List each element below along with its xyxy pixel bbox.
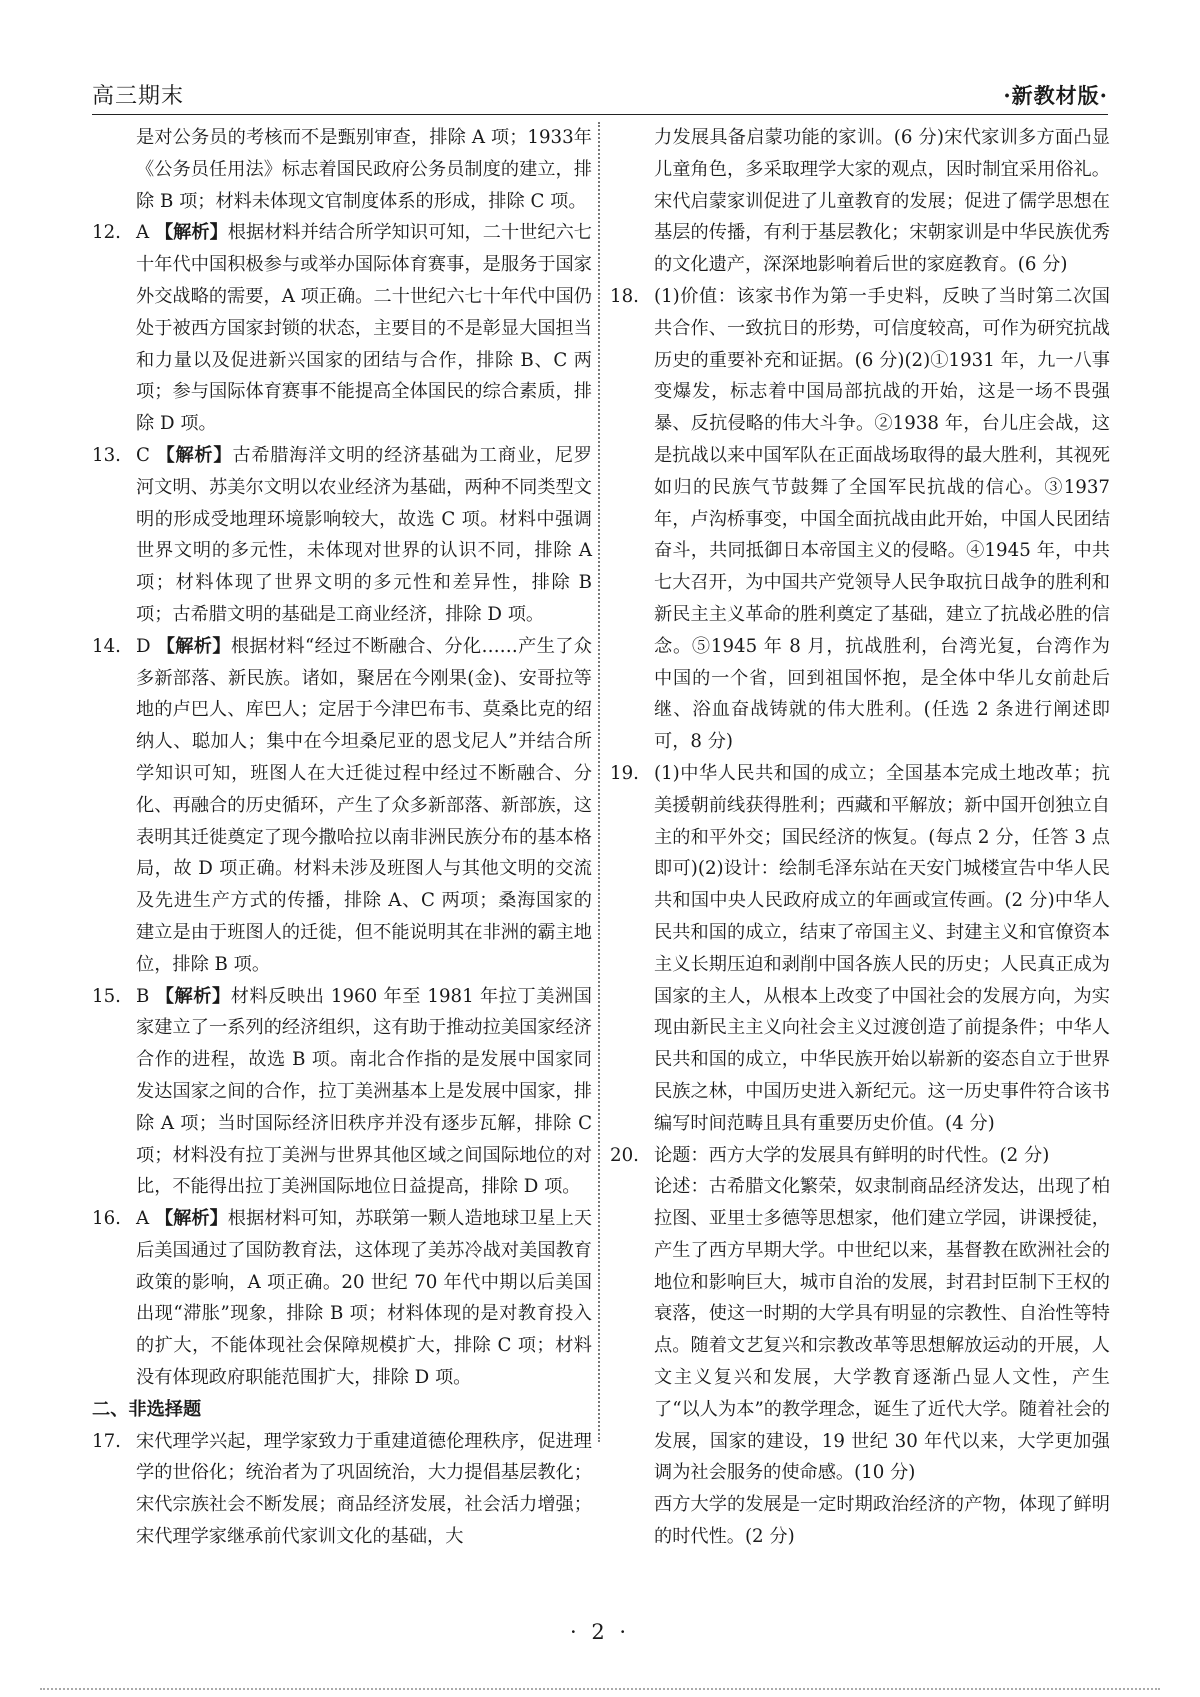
- continuation-paragraph: 力发展具备启蒙功能的家训。(6 分)宋代家训多方面凸显儿童角色，多采取理学大家的观点，因时制宜采用俗礼。宋代启蒙家训促进了儿童教育的发展；促进了儒学思想在基层的传播，有利于基层教化；宋朝家训是中华民族优秀的文化遗产，深深地影响着后世的家庭教育。(6 分): [654, 127, 1110, 276]
- answer-text: 论题：西方大学的发展具有鲜明的时代性。(2 分): [654, 1144, 1050, 1166]
- argument-paragraph: 论述：古希腊文化繁荣，奴隶制商品经济发达，出现了柏拉图、亚里士多德等思想家，他们建立学园，讲课授徒，产生了西方早期大学。中世纪以来，基督教在欧洲社会的地位和影响巨大，城市自治的发展，封君封臣制下王权的衰落，使这一时期的大学具有明显的宗教性、自治性等特点。随着文艺复兴和宗教改革等思想解放运动的开展，人文主义复兴和发展，大学教育逐渐凸显人文性，产生了“以人为本”的教学理念，诞生了近代大学。随着社会的发展，国家的建设，19 世纪 30 年代以来，大学更加强调为社会服务的使命感。(10 分): [654, 1176, 1110, 1484]
- page-number: · 2 ·: [569, 1620, 631, 1644]
- right-column: [610, 122, 1110, 1553]
- analysis-text: 根据材料“经过不断融合、分化……产生了众多新部落、新民族。诸如，聚居在今刚果(金)、安哥拉等地的卢巴人、库巴人；定居于今津巴布韦、莫桑比克的绍纳人、聪加人；集中在今坦桑尼亚的恩戈尼人”并结合所学知识可知，班图人在大迁徙过程中经过不断融合、分化、再融合的历史循环，产生了众多新部落、新部族，这表明其迁徙奠定了现今撒哈拉以南非洲民族分布的基本格局，故 D 项正确。材料未涉及班图人与其他文明的交流及先进生产方式的传播，排除 A、C 两项；桑海国家的建立是由于班图人的迁徙，但不能说明其在非洲的霸主地位，排除 B 项。: [136, 635, 592, 975]
- item-number: 18.: [610, 285, 639, 307]
- answer-item-17: [92, 1426, 592, 1553]
- item-number: 12.: [92, 222, 121, 244]
- continuation-paragraph: 是对公务员的考核而不是甄别审查，排除 A 项；1933年《公务员任用法》标志着国民政府公务员制度的建立，排除 B 项；材料未体现文官制度体系的形成，排除 C 项。: [136, 127, 592, 212]
- analysis-tag: 【解析】: [155, 985, 231, 1007]
- analysis-tag: 【解析】: [156, 635, 231, 657]
- answer-item-13: [92, 440, 592, 631]
- header-title: 高三期末: [92, 84, 185, 109]
- analysis-tag: 【解析】: [156, 444, 233, 466]
- answer-item-19: [610, 758, 1110, 1140]
- answer-item-15: [92, 981, 592, 1204]
- answer-item-12: [92, 217, 592, 440]
- analysis-tag: 【解析】: [154, 1208, 228, 1230]
- item-number: 19.: [610, 762, 639, 784]
- answer-letter: D: [136, 635, 151, 657]
- item-number: 14.: [92, 635, 121, 657]
- item-number: 13.: [92, 444, 121, 466]
- answer-item-14: [92, 631, 592, 981]
- analysis-tag: 【解析】: [154, 222, 228, 244]
- analysis-text: 根据材料可知，苏联第一颗人造地球卫星上天后美国通过了国防教育法，这体现了美苏冷战对美国教育政策的影响，A 项正确。20 世纪 70 年代中期以后美国出现“滞胀”现象，排除 B 项；材料体现的是对教育投入的扩大，不能体现社会保障规模扩大，排除 C 项；材料没有体现政府职能范围扩大，排除 D 项。: [136, 1208, 592, 1389]
- edition-label: ·新教材版·: [1003, 83, 1108, 108]
- answer-text: (1)价值：该家书作为第一手史料，反映了当时第二次国共合作、一致抗日的形势，可信度较高，可作为研究抗战历史的重要补充和证据。(6 分)(2)①1931 年，九一八事变爆发，标志着中国局部抗战的开始，这是一场不畏强暴、反抗侵略的伟大斗争。②1938 年，台儿庄会战，这是抗战以来中国军队在正面战场取得的最大胜利，其视死如归的民族气节鼓舞了全国军民抗战的信心。③1937 年，卢沟桥事变，中国全面抗战由此开始，中国人民团结奋斗，共同抵御日本帝国主义的侵略。④1945 年，中共七大召开，为中国共产党领导人民争取抗日战争的胜利和新民主主义革命的胜利奠定了基础，建立了抗战必胜的信念。⑤1945 年 8 月，抗战胜利，台湾光复，台湾作为中国的一个省，回到祖国怀抱，是全体中华儿女前赴后继、浴血奋战铸就的伟大胜利。(任选 2 条进行阐述即可，8 分): [654, 285, 1110, 753]
- item-number: 15.: [92, 985, 121, 1007]
- answer-letter: A: [136, 222, 150, 244]
- left-column: [92, 122, 592, 1553]
- answer-letter: C: [136, 444, 150, 466]
- answer-text: (1)中华人民共和国的成立；全国基本完成土地改革；抗美援朝前线获得胜利；西藏和平解放；新中国开创独立自主的和平外交；国民经济的恢复。(每点 2 分，任答 3 点即可)(2)设计：绘制毛泽东站在天安门城楼宣告中华人民共和国中央人民政府成立的年画或宣传画。(2 分)中华人民共和国的成立，结束了帝国主义、封建主义和官僚资本主义长期压迫和剥削中国各族人民的历史；人民真正成为国家的主人，从根本上改变了中国社会的发展方向，为实现由新民主主义向社会主义过渡创造了前提条件；中华人民共和国的成立，中华民族开始以崭新的姿态自立于世界民族之林，中国历史进入新纪元。这一历史事件符合该书编写时间范畴且具有重要历史价值。(4 分): [654, 762, 1110, 1134]
- analysis-text: 古希腊海洋文明的经济基础为工商业，尼罗河文明、苏美尔文明以农业经济为基础，两种不同类型文明的形成受地理环境影响较大，故选 C 项。材料中强调世界文明的多元性，未体现对世界的认识不同，排除 A 项；材料体现了世界文明的多元性和差异性，排除 B 项；古希腊文明的基础是工商业经济，排除 D 项。: [136, 444, 592, 625]
- answer-text: 宋代理学兴起，理学家致力于重建道德伦理秩序，促进理学的世俗化；统治者为了巩固统治，大力提倡基层教化；宋代宗族社会不断发展；商品经济发展，社会活力增强；宋代理学家继承前代家训文化的基础，大: [136, 1430, 592, 1548]
- conclusion-paragraph: 西方大学的发展是一定时期政治经济的产物，体现了鲜明的时代性。(2 分): [654, 1494, 1110, 1548]
- item-number: 16.: [92, 1208, 121, 1230]
- answer-item-20: [610, 1140, 1110, 1172]
- answer-item-16: [92, 1203, 592, 1394]
- analysis-text: 材料反映出 1960 年至 1981 年拉丁美洲国家建立了一系列的经济组织，这有助于推动拉美国家经济合作的进程，故选 B 项。南北合作指的是发展中国家同发达国家之间的合作，拉丁美洲基本上是发展中国家，排除 A 项；当时国际经济旧秩序并没有逐步瓦解，排除 C 项；材料没有拉丁美洲与世界其他区域之间国际地位的对比，不能得出拉丁美洲国际地位日益提高，排除 D 项。: [136, 985, 592, 1198]
- answer-item-18: [610, 281, 1110, 758]
- page-header: [92, 78, 1108, 115]
- answer-letter: B: [136, 985, 150, 1007]
- bottom-dotted-line: [40, 1688, 1160, 1690]
- item-number: 20.: [610, 1144, 639, 1166]
- section-title: 二、非选择题: [92, 1398, 202, 1420]
- answer-letter: A: [136, 1208, 150, 1230]
- analysis-text: 根据材料并结合所学知识可知，二十世纪六七十年代中国积极参与或举办国际体育赛事，是服务于国家外交战略的需要，A 项正确。二十世纪六七十年代中国仍处于被西方国家封锁的状态，主要目的不是彰显大国担当和力量以及促进新兴国家的团结与合作，排除 B、C 两项；参与国际体育赛事不能提高全体国民的综合素质，排除 D 项。: [136, 222, 592, 435]
- column-divider: [598, 122, 600, 1442]
- item-number: 17.: [92, 1430, 121, 1452]
